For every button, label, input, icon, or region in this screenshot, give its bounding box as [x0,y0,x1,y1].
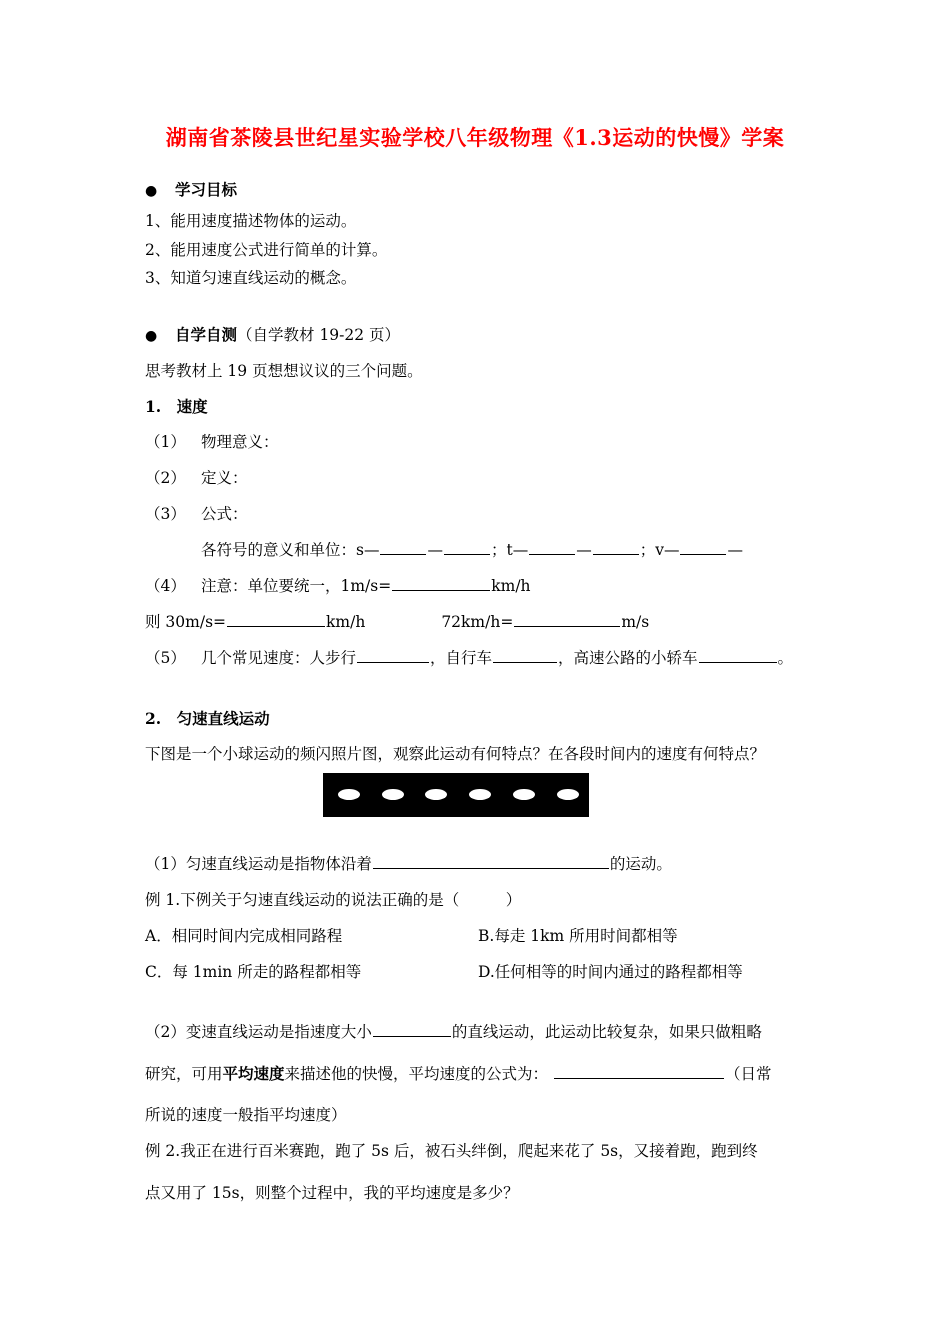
uniform-p2-line1: （2）变速直线运动是指速度大小 的直线运动，此运动比较复杂，如果只做粗略 [145,1023,762,1041]
self-study-intro: 思考教材上 19 页想想议议的三个问题。 [145,362,423,380]
goal-item-1: 1、能用速度描述物体的运动。 [145,212,357,230]
option-b: B.每走 1km 所用时间都相等 [478,927,678,945]
blank-field[interactable] [593,540,639,555]
bullet-icon: ● [145,183,158,199]
uniform-p1: （1）匀速直线运动是指物体沿着 的运动。 [145,855,672,873]
ball-image [338,789,360,800]
blank-field[interactable] [227,612,325,627]
ball-image [513,789,535,800]
uniform-p2-line3: 所说的速度一般指平均速度） [145,1106,347,1124]
blank-field[interactable] [680,540,726,555]
speed-conversion-line: 则 30m/s= km/h 72km/h= m/s [145,613,650,631]
blank-field[interactable] [493,648,557,663]
uniform-motion-heading: 2. 匀速直线运动 [145,709,270,728]
goal-item-2: 2、能用速度公式进行简单的计算。 [145,241,388,259]
option-d: D.任何相等的时间内通过的路程都相等 [478,963,743,981]
blank-field[interactable] [529,540,575,555]
speed-q2: （2） 定义： [145,469,248,487]
option-a: A．相同时间内完成相同路程 [145,927,343,945]
uniform-p2-line2: 研究，可用平均速度来描述他的快慢，平均速度的公式为： （日常 [145,1064,772,1083]
bullet-icon: ● [145,328,158,344]
speed-q3: （3） 公式： [145,505,248,523]
blank-field[interactable] [373,854,609,869]
heading-note: （自学教材 19-22 页） [237,326,401,344]
blank-field[interactable] [357,648,429,663]
speed-symbols-line: 各符号的意义和单位：s— — ；t— — ；v— — [201,541,743,559]
uniform-intro: 下图是一个小球运动的频闪照片图，观察此运动有何特点？在各段时间内的速度有何特点？ [145,745,766,763]
speed-q5: （5） 几个常见速度：人步行 ，自行车 ，高速公路的小轿车 。 [145,649,794,667]
ball-image [425,789,447,800]
average-speed-term: 平均速度 [222,1064,285,1083]
blank-field[interactable] [699,648,777,663]
goal-item-3: 3、知道匀速直线运动的概念。 [145,269,357,287]
blank-field[interactable] [554,1064,724,1079]
blank-field[interactable] [373,1022,451,1037]
speed-q4: （4） 注意：单位要统一，1m/s= km/h [145,577,531,595]
blank-field[interactable] [444,540,490,555]
ball-image [382,789,404,800]
section-learning-goals-heading: ● 学习目标 [145,180,238,199]
example-2-line2: 点又用了 15s，则整个过程中，我的平均速度是多少？ [145,1184,519,1202]
example-2-line1: 例 2.我正在进行百米赛跑，跑了 5s 后，被石头绊倒，爬起来花了 5s，又接着跑，跑到终 [145,1142,758,1160]
strobe-photo-image [323,773,589,817]
speed-q1: （1） 物理意义： [145,433,279,451]
option-c: C．每 1min 所走的路程都相等 [145,963,362,981]
speed-heading: 1. 速度 [145,397,208,416]
ball-image [557,789,579,800]
section-self-study-heading: ● 自学自测（自学教材 19-22 页） [145,325,401,344]
example-1: 例 1.下例关于匀速直线运动的说法正确的是（ ） [145,891,522,909]
ball-image [469,789,491,800]
blank-field[interactable] [392,576,490,591]
blank-field[interactable] [514,612,620,627]
page-title: 湖南省茶陵县世纪星实验学校八年级物理《1.3运动的快慢》学案 [165,125,785,150]
blank-field[interactable] [380,540,426,555]
